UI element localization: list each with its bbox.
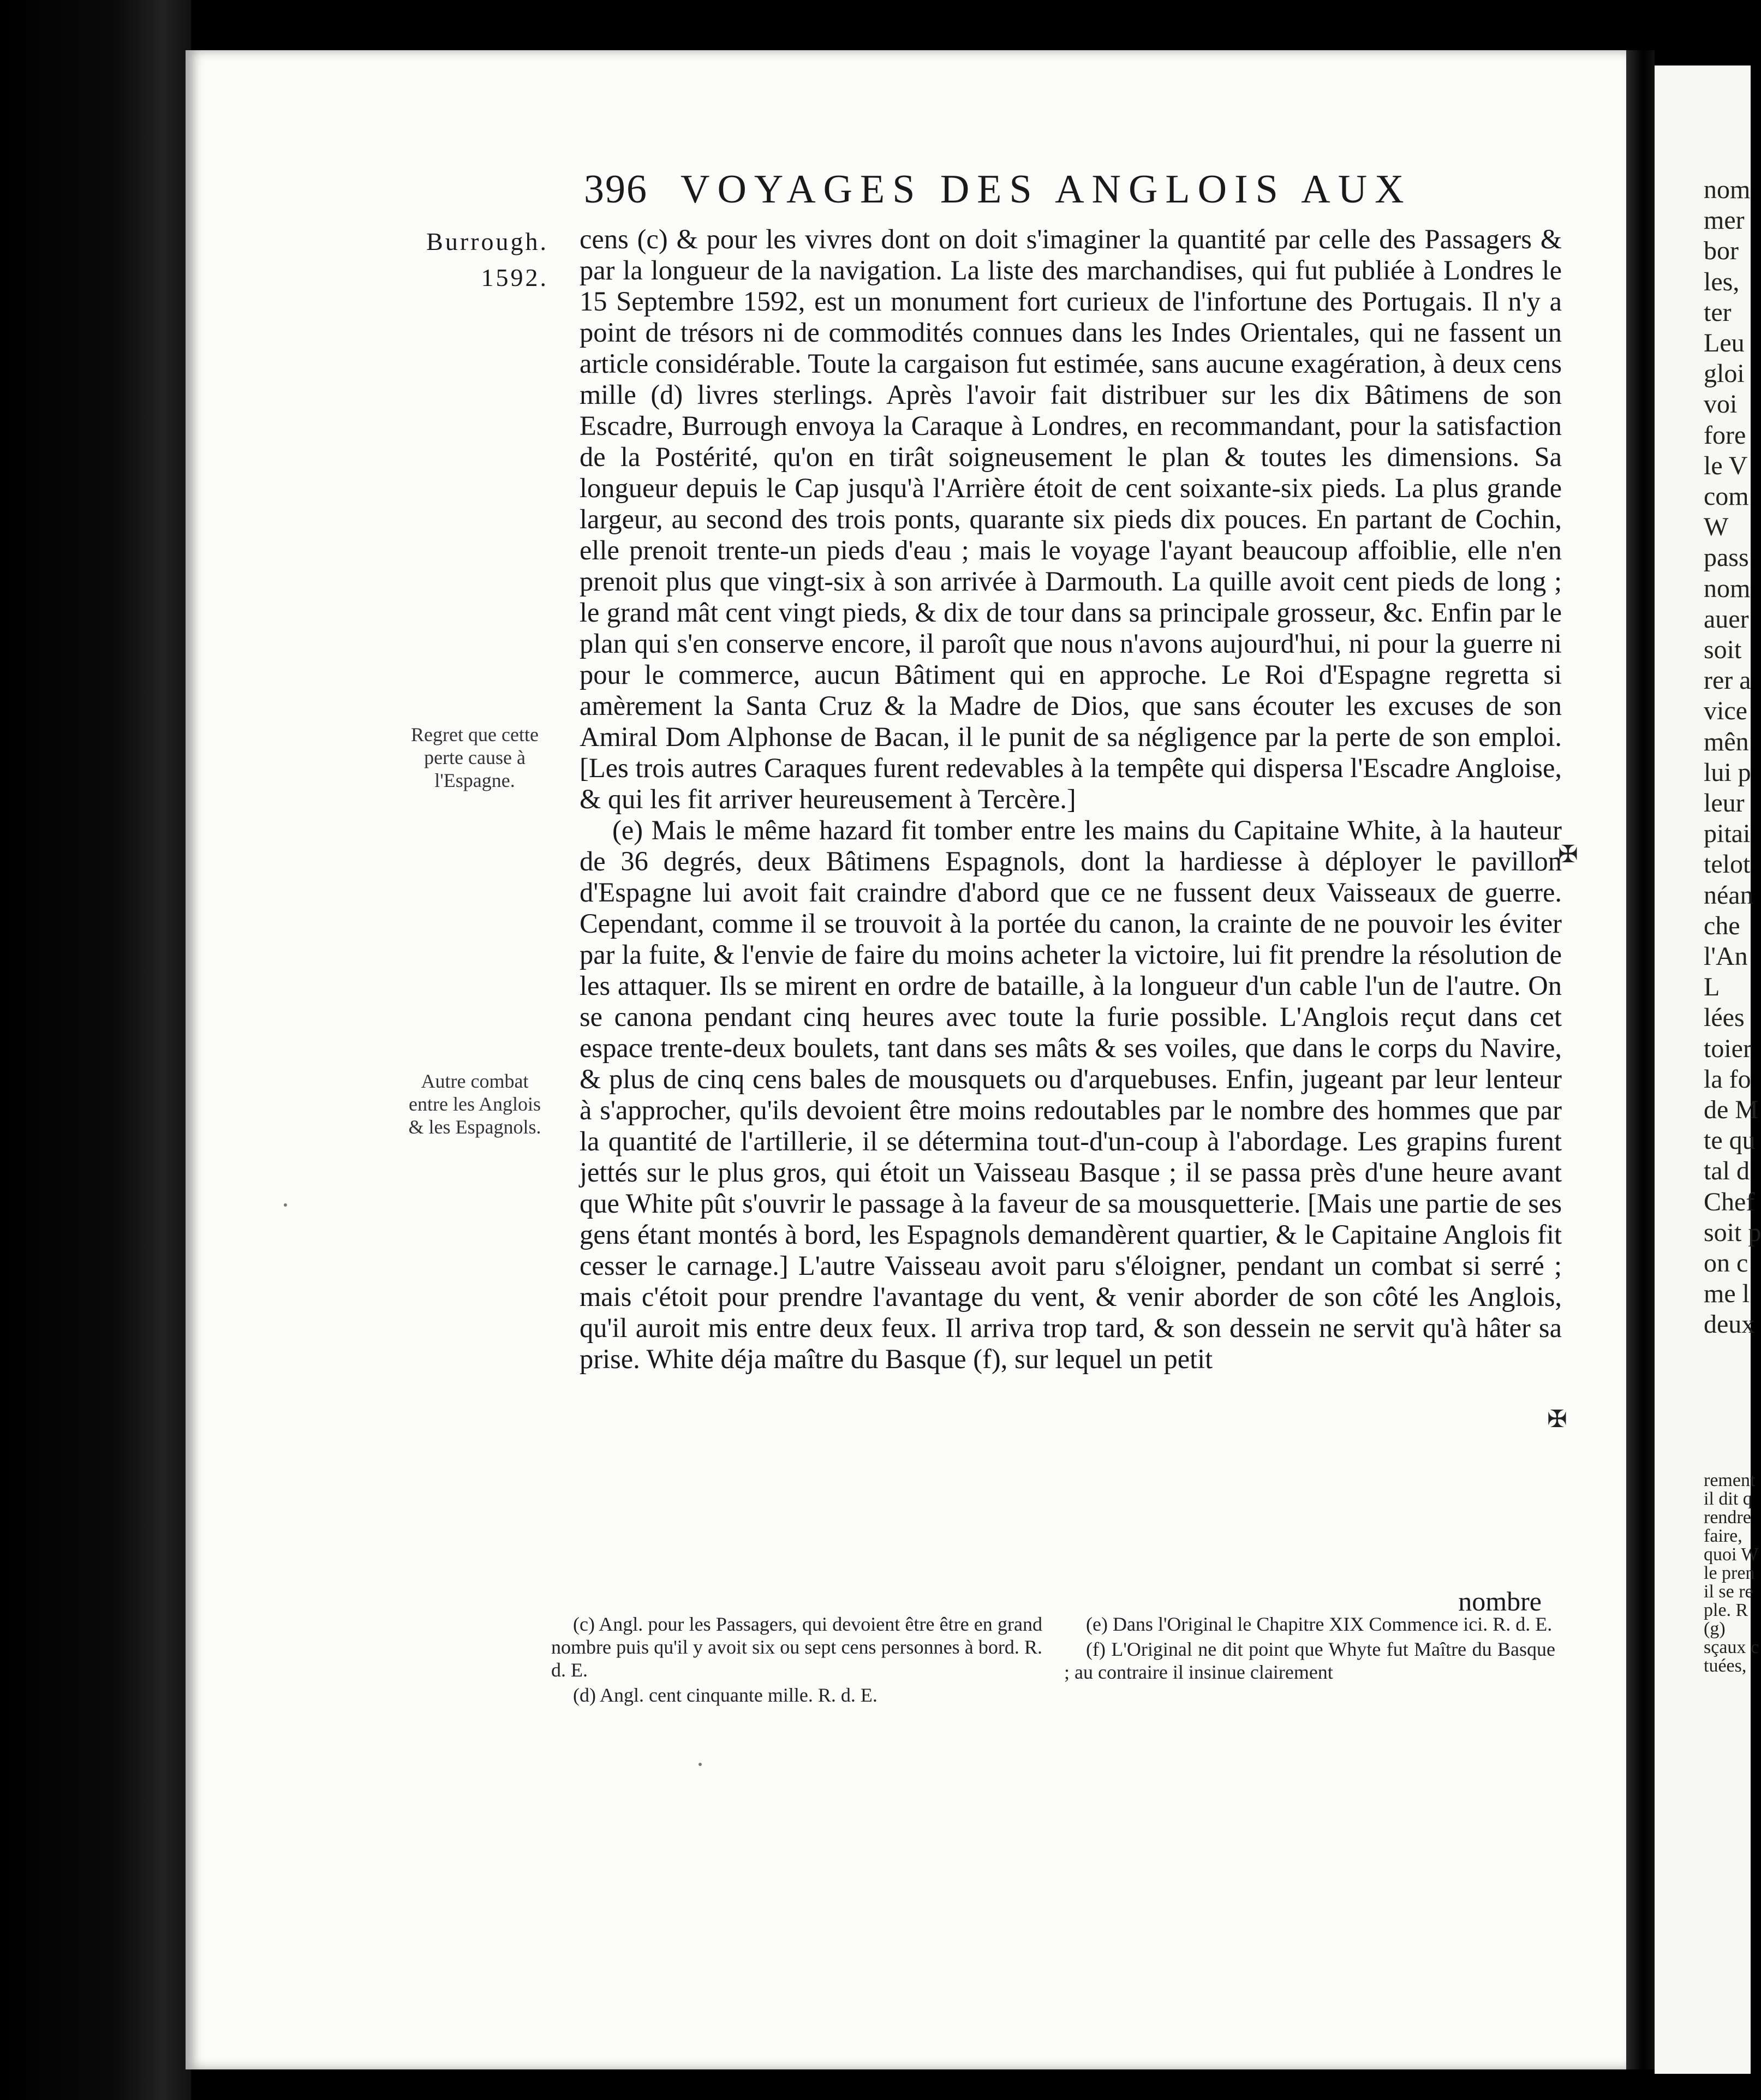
- paragraph-1: cens (c) & pour les vivres dont on doit s'imaginer la quantité par celle des Passagers & par la longueur de la navigation. La liste des marchandises, qui fut publiée à Londres le 15 Septembre 1592, est un monument fort curieux de l'infortune des Portugais. Il n'y a point de trésors ni de commodités connues dans les Indes Orientales, qui ne fassent un article considérable. Toute la cargaison fut estimée, sans aucune exagération, à deux cens mille (d) livres sterlings. Après l'avoir fait distribuer sur les dix Bâtimens de son Escadre, Burrough envoya la Caraque à Londres, en recommandant, pour la satisfaction de la Postérité, qu'on en tirât soigneusement le plan & toutes les dimensions. Sa longueur depuis le Cap jusqu'à l'Arrière étoit de cent soixante-six pieds. La plus grande largeur, au second des trois ponts, quarante six pieds dix pouces. En partant de Cochin, elle prenoit trente-un pieds d'eau ; mais le voyage l'ayant beaucoup affoiblie, elle n'en prenoit plus que vingt-six à son arrivée à Darmouth. La quille avoit cent pieds de long ; le grand mât cent vingt pieds, & dix de tour dans sa principale grosseur, &c. Enfin par le plan qui s'en conserve encore, il paroît que nous n'avons aujourd'hui, ni pour la guerre ni pour le commerce, aucun Bâtiment qui en approche. Le Roi d'Espagne regretta si amèrement la Santa Cruz & la Madre de Dios, que sans écouter les excuses de son Amiral Dom Alphonse de Bacan, il le punit de sa négligence par la perte de son emploi. [Les trois autres Caraques furent redevables à la tempête qui dispersa l'Escadre Angloise, & qui les fit arriver heureusement à Tercère.]: [580, 224, 1562, 814]
- facing-page-fragment: lées: [1704, 1003, 1745, 1033]
- facing-page-fragment: W: [1704, 512, 1729, 542]
- margin-heading-name: Burrough.: [426, 228, 548, 255]
- facing-page-fragment: Chef: [1704, 1187, 1755, 1216]
- facing-page-fragment: mên: [1704, 727, 1749, 756]
- footnotes-left: [551, 1613, 1042, 1709]
- margin-heading: [409, 224, 548, 296]
- facing-page-fragment: l'An: [1704, 942, 1748, 971]
- facing-page-footnote-fragment: (g): [1704, 1619, 1726, 1639]
- footnote-c: (c) Angl. pour les Passagers, qui devoient être être en grand nombre puis qu'il y avoit six ou sept cens personnes à bord. R. d. E.: [551, 1613, 1042, 1681]
- facing-page-fragment: le V: [1704, 451, 1748, 480]
- bracket-mark-icon: ✠: [1558, 841, 1578, 868]
- facing-page-fragment: che: [1704, 911, 1740, 940]
- facing-page-fragment: fore: [1704, 420, 1746, 450]
- facing-page-fragment: com: [1704, 482, 1749, 511]
- facing-page-footnote-fragment: tuées,: [1704, 1656, 1747, 1676]
- facing-page-fragment: nom: [1704, 175, 1751, 204]
- facing-page-footnote-fragment: rement: [1704, 1470, 1756, 1490]
- facing-page-fragment: néan: [1704, 880, 1753, 910]
- facing-page-fragment: pitai: [1704, 819, 1751, 849]
- facing-page-fragment: de M: [1704, 1095, 1758, 1124]
- facing-page-fragment: tal d: [1704, 1156, 1750, 1186]
- footnote-d: (d) Angl. cent cinquante mille. R. d. E.: [573, 1684, 877, 1706]
- facing-page-fragment: te qu: [1704, 1126, 1756, 1155]
- paper-speck: [699, 1763, 702, 1766]
- facing-page-fragment: ter: [1704, 297, 1732, 327]
- facing-page-fragment: soit p: [1704, 1218, 1761, 1247]
- paragraph-2: (e) Mais le même hazard fit tomber entre les mains du Capitaine White, à la hauteur de 36 degrés, deux Bâtimens Espagnols, dont la hardiesse à déployer le pavillon d'Espagne lui avoit fait craindre d'abord que ce ne fussent deux Vaisseaux de guerre. Cependant, comme il se trouvoit à la portée du canon, la crainte de ne pouvoir les éviter par la fuite, & l'envie de faire du moins acheter la victoire, lui fit prendre la résolution de les attaquer. Ils se mirent en ordre de bataille, à la longueur d'un cable l'un de l'autre. On se canona pendant cinq heures avec toute la furie possible. L'Anglois reçut dans cet espace trente-deux boulets, tant dans ses mâts & ses voiles, que dans le corps du Navire, & plus de cinq cens bales de mousquets ou d'arquebuses. Enfin, jugeant par leur lenteur à s'approcher, qu'ils devoient être moins redoutables par le nombre des hommes que par la quantité de l'artillerie, il se détermina tout-d'un-coup à l'abordage. Les grapins furent jettés sur le plus gros, qui étoit un Vaisseau Basque ; il se passa près d'une heure avant que White pût s'ouvrir le passage à la faveur de sa mousquetterie. [Mais une partie de ses gens étant montés à bord, les Espagnols demandèrent quartier, & le Capitaine Anglois fit cesser le carnage.] L'autre Vaisseau avoit paru s'éloigner, pendant un combat si serré ; mais c'étoit pour prendre l'avantage du vent, & venir aborder de son côté les Anglois, qu'il auroit mis entre deux feux. Il arriva trop tard, & son dessein ne servit qu'à hâter sa prise. White déja maître du Basque (f), sur lequel un petit: [580, 815, 1562, 1374]
- facing-page-fragment: mer: [1704, 206, 1745, 235]
- facing-page-fragment: me l: [1704, 1279, 1750, 1309]
- facing-page-fragment: soit: [1704, 635, 1742, 664]
- facing-page-fragment: auer: [1704, 604, 1749, 634]
- facing-page-fragment: bor: [1704, 236, 1739, 266]
- facing-page-footnote-fragment: rendre: [1704, 1507, 1751, 1528]
- facing-page-fragment: nom: [1704, 574, 1751, 603]
- facing-page-fragment: telot: [1704, 850, 1751, 879]
- facing-page-fragment: voi: [1704, 390, 1738, 419]
- footnote-e: (e) Dans l'Original le Chapitre XIX Commence ici. R. d. E.: [1086, 1613, 1553, 1635]
- page-number: 396: [584, 167, 648, 212]
- facing-page-footnote-fragment: quoi W: [1704, 1544, 1759, 1565]
- facing-page-fragment: rer a: [1704, 666, 1751, 695]
- facing-page-fragment: vice: [1704, 696, 1747, 726]
- facing-page-fragment: Leu: [1704, 329, 1745, 357]
- facing-page-fragment: gloi: [1704, 359, 1745, 389]
- book-gutter: [1626, 50, 1655, 2069]
- bracket-mark-icon: ✠: [1547, 1406, 1567, 1433]
- margin-note-combat: Autre combat entre les Anglois & les Espagnols.: [408, 1070, 541, 1138]
- facing-page-footnote-fragment: il se re: [1704, 1582, 1753, 1602]
- facing-page-fragment: leur: [1704, 789, 1745, 818]
- main-text: [580, 224, 1562, 1375]
- facing-page-fragment: deux: [1704, 1310, 1755, 1339]
- facing-page-fragment: les,: [1704, 267, 1740, 296]
- facing-page-footnote-fragment: sçaux c: [1704, 1637, 1759, 1657]
- facing-page-footnote-fragment: faire,: [1704, 1526, 1742, 1546]
- margin-heading-year: 1592.: [481, 264, 548, 291]
- running-title: VOYAGES DES ANGLOIS AUX: [680, 167, 1412, 212]
- footnote-f: (f) L'Original ne dit point que Whyte fut Maître du Basque ; au contraire il insinue clairement: [1064, 1638, 1555, 1683]
- scan-dark-border: [0, 0, 191, 2100]
- facing-page-fragment: toier: [1704, 1034, 1752, 1063]
- facing-page-footnote-fragment: le pren: [1704, 1563, 1755, 1583]
- facing-page-fragment: pass: [1704, 543, 1749, 572]
- facing-page-fragment: on c: [1704, 1249, 1748, 1278]
- facing-page-footnote-fragment: ple. R: [1704, 1600, 1748, 1620]
- facing-page-fragment: la fo: [1704, 1064, 1751, 1094]
- facing-page-footnote-fragment: il dit q: [1704, 1489, 1752, 1509]
- catchword: nombre: [1458, 1586, 1542, 1616]
- facing-page-fragment: L: [1704, 973, 1720, 1002]
- footnotes-right: [1064, 1613, 1555, 1686]
- facing-page-edge: [1655, 65, 1761, 2074]
- running-header: [584, 166, 1412, 213]
- paper-speck: [284, 1203, 287, 1207]
- margin-note-regret: Regret que cette perte cause à l'Espagne.: [411, 724, 539, 791]
- facing-page-fragment: lui p: [1704, 757, 1751, 787]
